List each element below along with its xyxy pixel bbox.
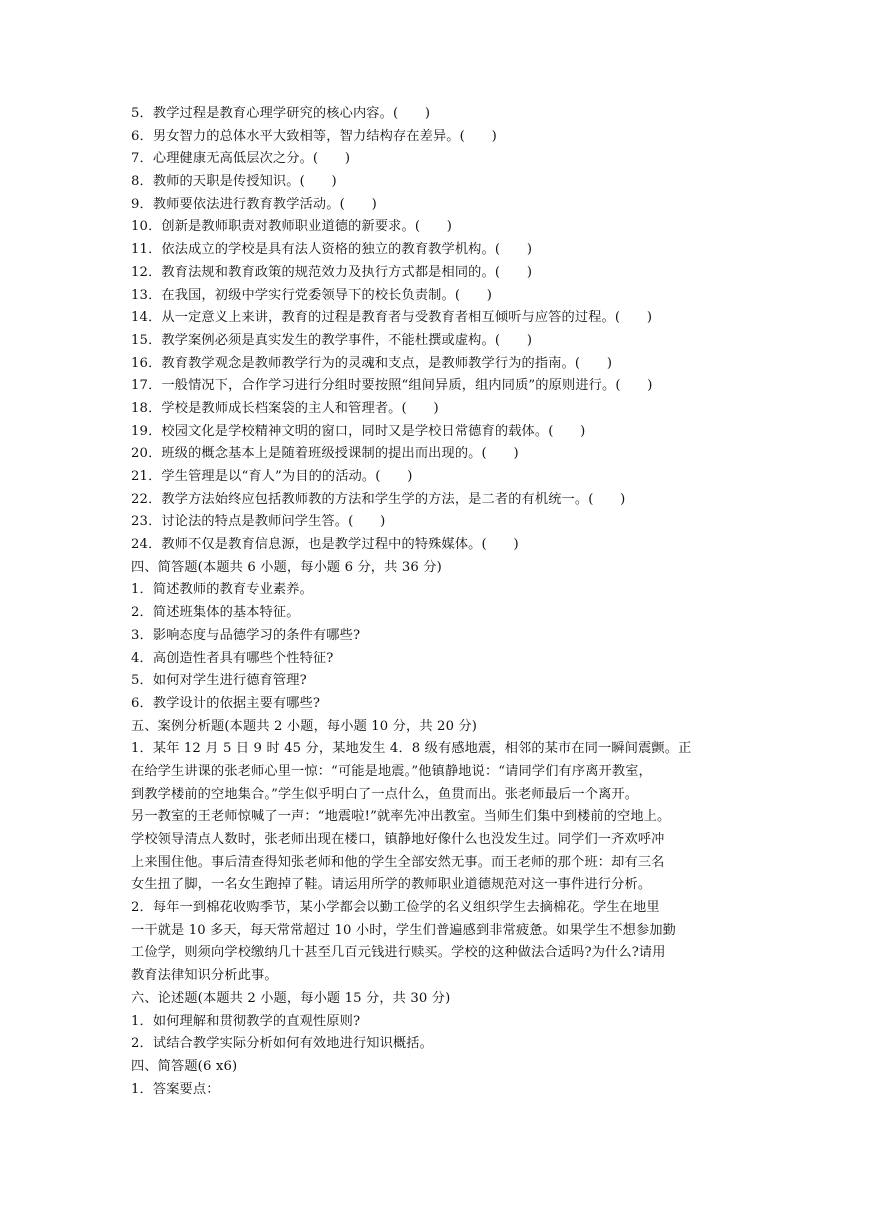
judgement-question-list — [131, 103, 741, 557]
case-2-paragraph — [131, 897, 741, 988]
question-item: 2．试结合教学实际分析如何有效地进行知识概括。 — [131, 1036, 433, 1052]
judgement-item: 21．学生管理是以“育人”为目的的活动。( ) — [131, 469, 413, 484]
paragraph-line: 1．某年 12 月 5 日 9 时 45 分，某地发生 4．8 级有感地震，相邻的某市在同一瞬间震颤。正 — [131, 741, 692, 757]
paragraph-line: 在给学生讲课的张老师心里一惊：“可能是地震。”他镇静地说：“请同学们有序离开教室， — [131, 763, 652, 779]
question-item: 4．高创造性者具有哪些个性特征? — [131, 650, 334, 666]
judgement-item: 11．依法成立的学校是具有法人资格的独立的教育教学机构。( ) — [131, 242, 533, 258]
paragraph-line: 工俭学，则须向学校缴纳几十甚至几百元钱进行赎买。学校的这种做法合适吗?为什么?请用 — [131, 945, 666, 961]
paragraph-line: 一干就是 10 多天，每天常常超过 10 小时，学生们普遍感到非常疲惫。如果学生不想参加勤 — [131, 922, 677, 938]
judgement-item: 8．教师的天职是传授知识。( ) — [131, 174, 337, 190]
answer-key-section — [131, 1056, 741, 1101]
judgement-item: 10．创新是教师职责对教师职业道德的新要求。( ) — [131, 219, 453, 235]
judgement-item: 7．心理健康无高低层次之分。( ) — [131, 151, 351, 167]
judgement-item: 9．教师要依法进行教育教学活动。( ) — [131, 196, 377, 212]
judgement-item: 6．男女智力的总体水平大致相等，智力结构存在差异。( ) — [131, 128, 497, 144]
judgement-item: 12．教育法规和教育政策的规范效力及执行方式都是相同的。( ) — [131, 264, 533, 280]
judgement-item: 24．教师不仅是教育信息源，也是教学过程中的特殊媒体。( ) — [131, 537, 519, 553]
question-item: 5．如何对学生进行德育管理? — [131, 673, 307, 689]
question-item: 2．简述班集体的基本特征。 — [131, 605, 300, 621]
question-item: 6．教学设计的依据主要有哪些? — [131, 695, 321, 711]
short-answer-section — [131, 557, 741, 716]
judgement-item: 16．教育教学观念是教师教学行为的灵魂和支点，是教师教学行为的指南。( ) — [131, 355, 613, 371]
section-heading: 四、简答题(本题共 6 小题，每小题 6 分，共 36 分) — [131, 559, 442, 575]
judgement-item: 22．教学方法始终应包括教师教的方法和学生学的方法，是二者的有机统一。( ) — [131, 491, 626, 507]
judgement-item: 17．一般情况下，合作学习进行分组时要按照“组间异质，组内同质”的原则进行。( ) — [131, 378, 653, 394]
section-heading: 六、论述题(本题共 2 小题，每小题 15 分，共 30 分) — [131, 990, 451, 1006]
section-heading: 五、案例分析题(本题共 2 小题，每小题 10 分，共 20 分) — [131, 718, 478, 734]
judgement-item: 18．学校是教师成长档案袋的主人和管理者。( ) — [131, 400, 439, 416]
paragraph-line: 女生扭了脚，一名女生跑掉了鞋。请运用所学的教师职业道德规范对这一事件进行分析。 — [131, 877, 652, 893]
section-heading: 四、简答题(6 x6) — [131, 1058, 238, 1074]
judgement-item: 15．教学案例必须是真实发生的教学事件，不能杜撰或虚构。( ) — [131, 332, 533, 348]
case-1-paragraph — [131, 738, 741, 897]
question-item: 1．如何理解和贯彻教学的直观性原则? — [131, 1013, 361, 1029]
question-item: 3．影响态度与品德学习的条件有哪些? — [131, 627, 361, 643]
case-analysis-section — [131, 716, 741, 988]
paragraph-line: 到教学楼前的空地集合。”学生似乎明白了一点什么，鱼贯而出。张老师最后一个离开。 — [131, 786, 639, 802]
answer-item: 1．答案要点： — [131, 1081, 220, 1097]
judgement-item: 20．班级的概念基本上是随着班级授课制的提出而出现的。( ) — [131, 446, 519, 462]
judgement-item: 13．在我国，初级中学实行党委领导下的校长负责制。( ) — [131, 287, 493, 303]
question-item: 1．简述教师的教育专业素养。 — [131, 582, 313, 598]
judgement-item: 23．讨论法的特点是教师问学生答。( ) — [131, 514, 386, 530]
paragraph-line: 2．每年一到棉花收购季节，某小学都会以勤工俭学的名义组织学生去摘棉花。学生在地里 — [131, 900, 660, 916]
judgement-item: 19．校园文化是学校精神文明的窗口，同时又是学校日常德育的载体。( ) — [131, 423, 586, 439]
paragraph-line: 上来围住他。事后清查得知张老师和他的学生全部安然无事。而王老师的那个班：却有三名 — [131, 854, 665, 870]
judgement-item: 14．从一定意义上来讲，教育的过程是教育者与受教育者相互倾听与应答的过程。( ) — [131, 310, 653, 326]
paragraph-line: 教育法律知识分析此事。 — [131, 968, 278, 984]
paragraph-line: 另一教室的王老师惊喊了一声：“地震啦!”就率先冲出教室。当师生们集中到楼前的空地上。 — [131, 809, 671, 825]
judgement-item: 5．教学过程是教育心理学研究的核心内容。( ) — [131, 106, 431, 121]
paragraph-line: 学校领导清点人数时，张老师出现在楼口，镇静地好像什么也没发生过。同学们一齐欢呼冲 — [131, 832, 665, 847]
exam-page — [131, 103, 741, 1101]
essay-section — [131, 988, 741, 1056]
